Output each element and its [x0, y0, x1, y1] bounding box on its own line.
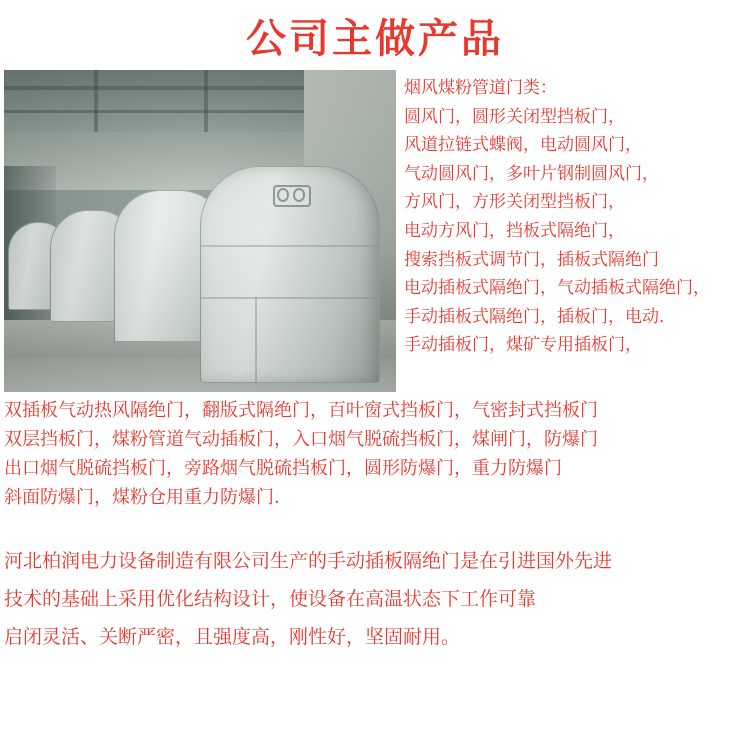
description-line: 河北柏润电力设备制造有限公司生产的手动插板隔绝门是在引进国外先进	[4, 550, 613, 572]
product-list-line: 双插板气动热风隔绝门，翻版式隔绝门，百叶窗式挡板门，气密封式挡板门	[4, 400, 598, 421]
right-column-line: 电动插板式隔绝门，气动插板式隔绝门，	[404, 278, 710, 299]
right-column-line: 手动插板门，煤矿专用插板门，	[404, 335, 642, 356]
page-title: 公司主做产品	[246, 16, 504, 62]
description-line: 启闭灵活、关断严密，且强度高，刚性好，坚固耐用。	[4, 626, 461, 648]
right-column-line: 圆风门，圆形关闭型挡板门，	[404, 106, 625, 127]
product-list-bottom	[4, 396, 748, 512]
right-column-line: 方风门，方形关闭型挡板门，	[404, 192, 625, 213]
product-list-line: 出口烟气脱硫挡板门，旁路烟气脱硫挡板门，圆形防爆门，重力防爆门	[4, 458, 562, 479]
right-column-line: 搜索挡板式调节门，插板式隔绝门	[404, 249, 659, 270]
right-column-line: 手动插板式隔绝门，插板门，电动.	[404, 306, 665, 327]
photo-vignette	[4, 70, 396, 392]
right-text-column	[404, 74, 748, 360]
product-list-line: 斜面防爆门，煤粉仓用重力防爆门.	[4, 487, 280, 508]
description-line: 技术的基础上采用优化结构设计，使设备在高温状态下工作可靠	[4, 588, 537, 610]
right-column-line: 电动方风门，挡板式隔绝门，	[404, 220, 625, 241]
product-list-line: 双层挡板门，煤粉管道气动插板门，入口烟气脱硫挡板门，煤闸门，防爆门	[4, 429, 598, 450]
right-column-line: 气动圆风门，多叶片钢制圆风门，	[404, 163, 659, 184]
right-column-line: 风道拉链式蝶阀，电动圆风门，	[404, 135, 642, 156]
product-photo	[4, 70, 396, 392]
company-description	[4, 542, 748, 656]
right-column-heading: 烟风煤粉管道门类：	[404, 78, 557, 98]
